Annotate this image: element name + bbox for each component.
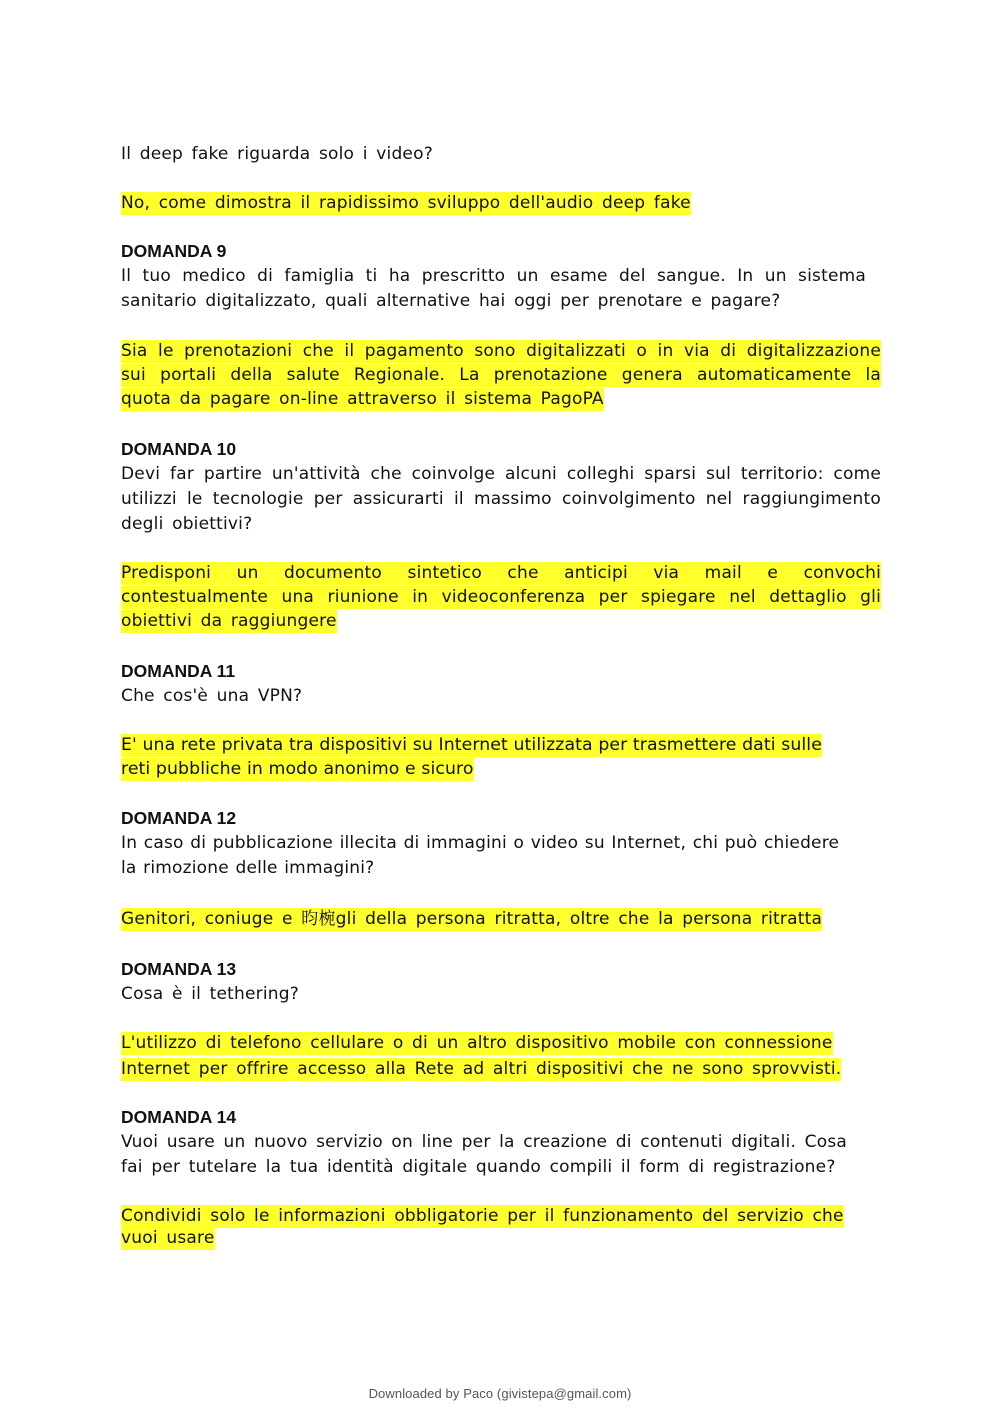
question-text-14 [121,1130,881,1180]
intro-answer-text: No, come dimostra il rapidissimo sviluppo dell'audio deep fake [121,193,691,213]
intro-question: Il deep fake riguarda solo i video? [121,144,433,164]
answer-line: obiettivi da raggiungere [121,611,337,631]
question-text-9: Il tuo medico di famiglia ti ha prescritto un esame del sangue. In un sistema sanitario digitalizzato, quali alternative hai oggi per prenotare e pagare? [121,266,866,311]
answer-13 [121,1031,881,1081]
answer-line: quota da pagare on-line attraverso il sistema PagoPA [121,389,604,409]
answer-line: Internet per offrire accesso alla Rete ad altri dispositivi che ne sono sprovvisti. [121,1059,842,1079]
answer-line: Condividi solo le informazioni obbligatorie per il funzionamento del servizio che [121,1206,844,1226]
download-footer: Downloaded by Paco (givistepa@gmail.com) [368,1386,632,1401]
answer-line: Genitori, coniuge e 昀椀gli della persona ritratta, oltre che la persona ritratta [121,909,823,929]
question-text-11: Che cos'è una VPN? [121,686,303,706]
question-line: In caso di pubblicazione illecita di immagini o video su Internet, chi può chiedere [121,833,840,853]
answer-line: vuoi usare [121,1228,215,1248]
answer-line: Predisponi un documento sintetico che anticipi via mail e convochi [121,563,881,583]
answer-9 [121,339,881,411]
question-text-10: Devi far partire un'attività che coinvolge alcuni colleghi sparsi sul territorio: come utilizzi le tecnologie per assicurarti il massimo coinvolgimento nel raggiungimento degli obiettivi? [121,464,881,534]
question-heading-9: DOMANDA 9 [121,241,227,261]
question-line: la rimozione delle immagini? [121,858,375,878]
answer-11 [121,733,896,781]
answer-line: Sia le prenotazioni che il pagamento sono digitalizzati o in via di digitalizzazione [121,341,881,361]
answer-line: L'utilizzo di telefono cellulare o di un altro dispositivo mobile con connessione [121,1033,833,1053]
answer-10 [121,561,881,633]
answer-12 [121,907,881,931]
question-line: fai per tutelare la tua identità digitale quando compili il form di registrazione? [121,1157,836,1177]
answer-line: E' una rete privata tra dispositivi su Internet utilizzata per trasmettere dati sulle [121,735,822,755]
answer-14 [121,1205,881,1249]
question-line: Vuoi usare un nuovo servizio on line per la creazione di contenuti digitali. Cosa [121,1132,848,1152]
question-text-13: Cosa è il tethering? [121,984,299,1004]
question-heading-10: DOMANDA 10 [121,439,237,459]
question-heading-13: DOMANDA 13 [121,959,237,979]
question-text-12 [121,831,881,881]
answer-line: contestualmente una riunione in videoconferenza per spiegare nel dettaglio gli [121,587,881,607]
question-heading-12: DOMANDA 12 [121,808,237,828]
intro-answer [121,191,691,215]
question-heading-14: DOMANDA 14 [121,1107,237,1127]
question-heading-11: DOMANDA 11 [121,661,236,681]
answer-line: sui portali della salute Regionale. La prenotazione genera automaticamente la [121,365,881,385]
answer-line: reti pubbliche in modo anonimo e sicuro [121,759,474,779]
